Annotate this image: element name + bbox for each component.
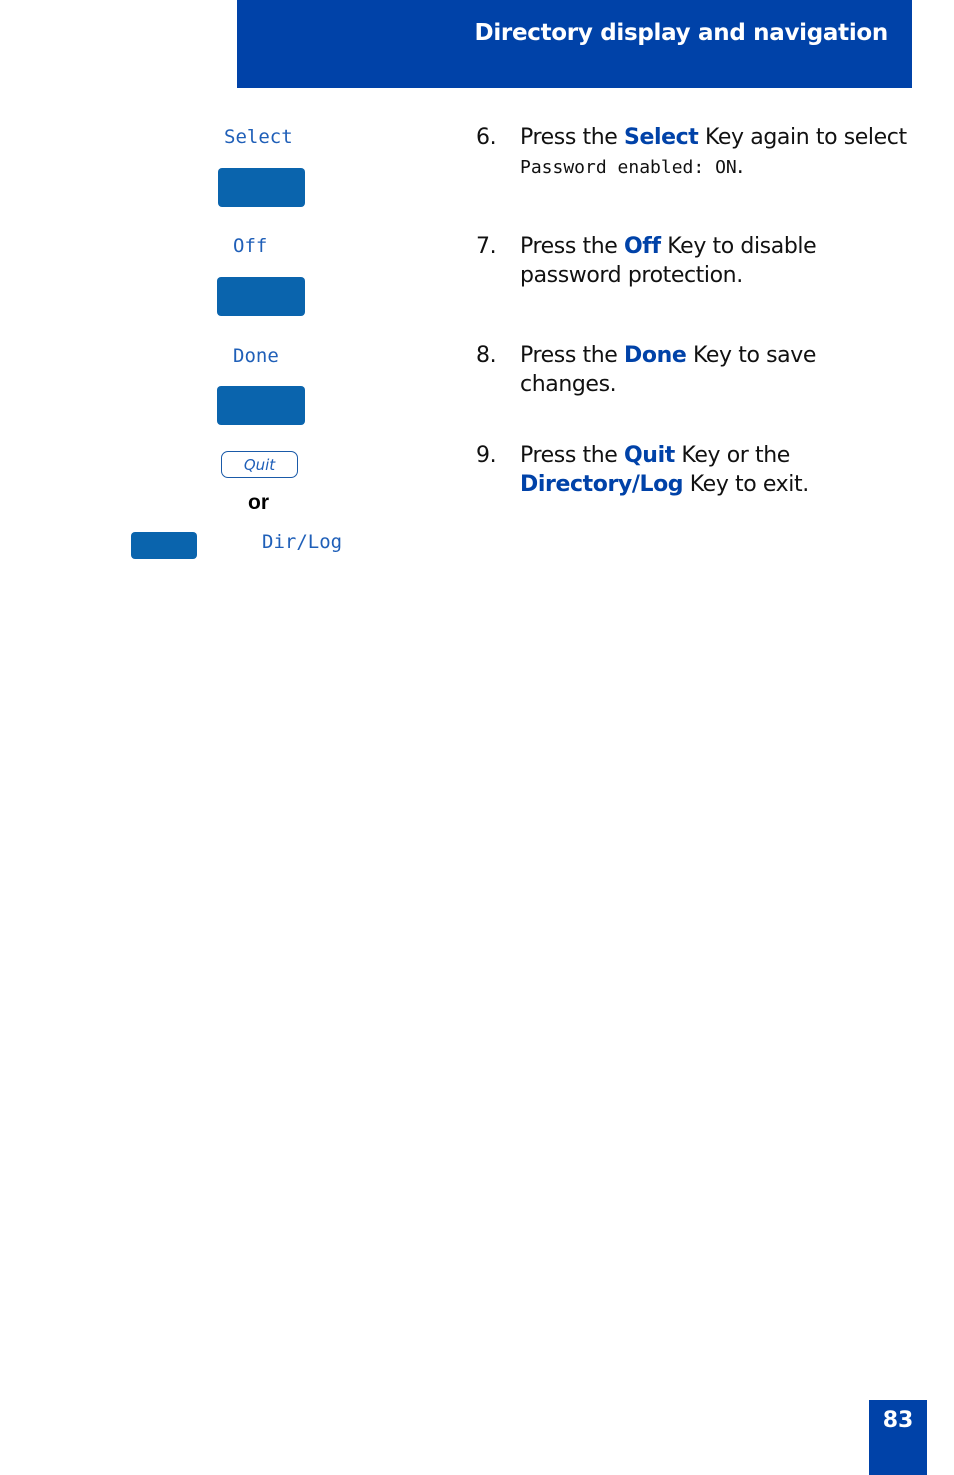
off-softkey-button[interactable] [217, 277, 305, 316]
directory-log-key-button[interactable] [131, 532, 197, 559]
select-key-name: Select [624, 125, 699, 150]
lcd-select-label: Select [224, 126, 293, 148]
display-text-password-enabled: Password enabled: ON [520, 157, 737, 178]
done-key-name: Done [624, 343, 687, 368]
quit-key-label: Quit [243, 455, 276, 474]
step-number: 8. [476, 343, 497, 368]
off-key-name: Off [624, 234, 661, 259]
done-softkey-button[interactable] [217, 386, 305, 425]
page-number-badge [869, 1400, 927, 1475]
lcd-dirlog-label: Dir/Log [262, 531, 343, 553]
page-header-bar [237, 0, 912, 88]
step-text: Key to save changes. [520, 343, 817, 397]
directory-log-key-name: Directory/Log [520, 472, 684, 497]
step-text: Press the [520, 343, 624, 368]
step-text: Key or the [674, 443, 790, 468]
step-text: Key to exit. [683, 472, 809, 497]
lcd-off-label: Off [233, 235, 268, 257]
step-text: Key again to select [698, 125, 907, 150]
or-label: or [248, 491, 269, 514]
step-text: Press the [520, 234, 624, 259]
quit-key-name: Quit [624, 443, 675, 468]
step-text: Key to disable password protection. [520, 234, 817, 288]
step-number: 9. [476, 443, 497, 468]
step-9 [476, 441, 916, 499]
step-8 [476, 341, 916, 399]
page-number: 83 [882, 1408, 914, 1433]
step-text: Press the [520, 443, 624, 468]
step-number: 6. [476, 125, 497, 150]
lcd-done-label: Done [233, 345, 279, 367]
step-number: 7. [476, 234, 497, 259]
page-header-title: Directory display and navigation [474, 20, 888, 46]
quit-key-button[interactable] [221, 451, 298, 478]
step-7 [476, 232, 916, 290]
step-text: . [736, 154, 744, 179]
step-6 [476, 123, 916, 182]
select-softkey-button[interactable] [218, 168, 305, 207]
step-text: Press the [520, 125, 624, 150]
